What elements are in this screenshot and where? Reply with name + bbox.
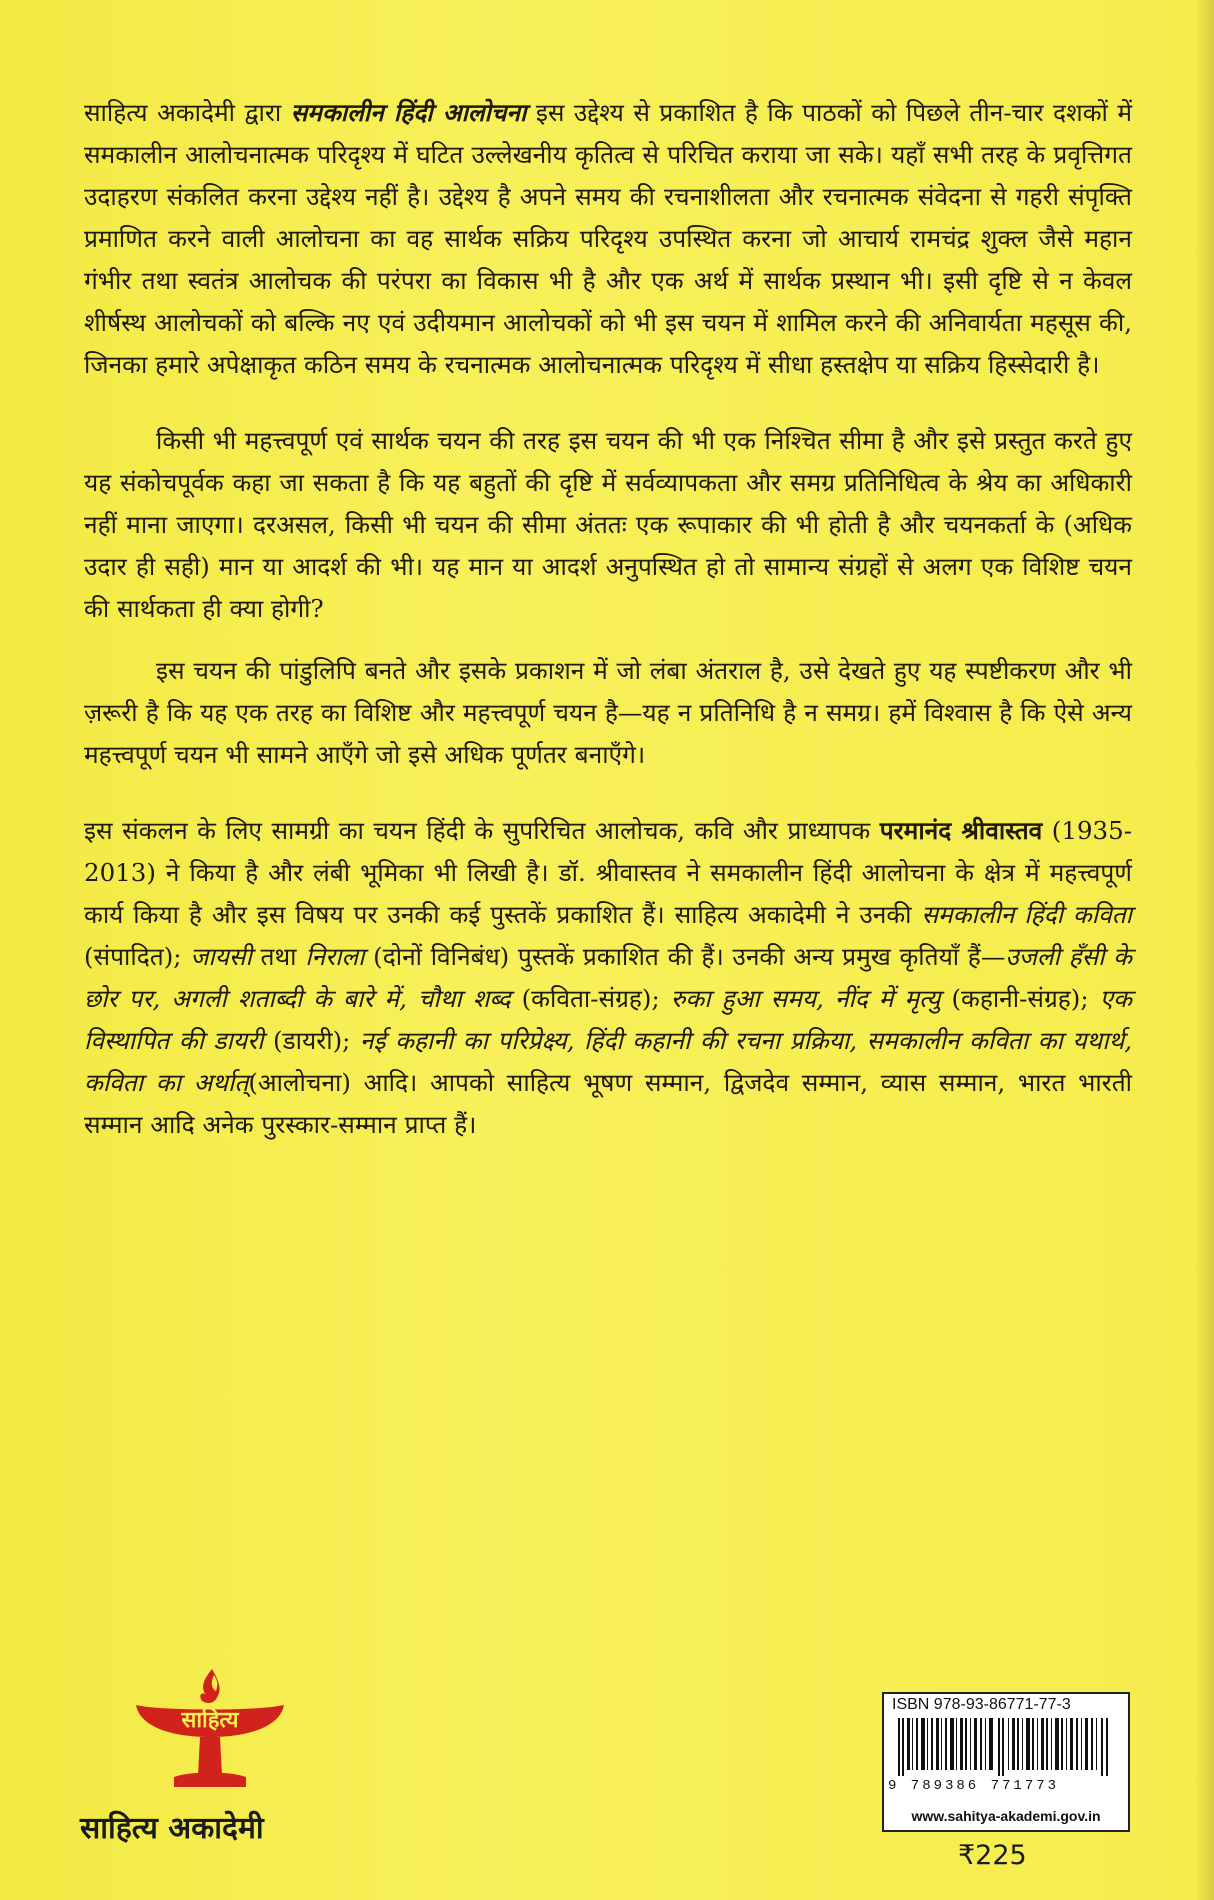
- isbn-label: ISBN 978-93-86771-77-3: [892, 1696, 1071, 1713]
- work-title: उजली हँसी के छोर पर, अगली शताब्दी के बारे में, चौथा शब्द: [84, 942, 1132, 1013]
- paragraph-intro: [84, 92, 1132, 386]
- editor-name: परमानंद श्रीवास्तव: [879, 816, 1043, 845]
- paragraph-clarification: इस चयन की पांडुलिपि बनते और इसके प्रकाशन में जो लंबा अंतराल है, उसे देखते हुए यह स्पष्टीकरण और भी ज़रूरी है कि यह एक तरह का विशिष्ट और महत्त्वपूर्ण चयन है—यह न प्रतिनिधि है न समग्र। हमें विश्वास है कि ऐसे अन्य महत्त्वपूर्ण चयन भी सामने आएँगे जो इसे अधिक पूर्णतर बनाएँगे।: [84, 656, 1132, 769]
- bio-text-9: (दोनों विनिबंध) पुस्तकें प्रकाशित की हैं। उनकी अन्य प्रमुख कृतियाँ हैं—: [364, 942, 1006, 971]
- bio-text-15: (डायरी);: [263, 1026, 360, 1055]
- cover-edge-shadow: [1194, 0, 1214, 1900]
- bio-text-17: (आलोचना) आदि। आपको साहित्य भूषण सम्मान, द्विजदेव सम्मान, व्यास सम्मान, भारत भारती सम्मान आदि अनेक पुरस्कार-सम्मान प्राप्त हैं।: [84, 1068, 1133, 1139]
- barcode-digits: 9 789386 771773: [888, 1778, 1060, 1794]
- svg-text:साहित्य: साहित्य: [181, 1708, 239, 1733]
- work-title: एक विस्थापित की डायरी: [84, 984, 1132, 1055]
- work-title: जायसी: [190, 942, 252, 971]
- intro-text-a: साहित्य अकादेमी द्वारा: [84, 98, 291, 127]
- publisher-name: साहित्य अकादेमी: [80, 1811, 264, 1846]
- barcode-icon: [898, 1718, 1110, 1776]
- bio-text-3: (1935-2013) ने किया है और लंबी भूमिका भी लिखी है। डॉ. श्रीवास्तव ने समकालीन हिंदी आलोचना के क्षेत्र में महत्त्वपूर्ण कार्य किया है और इस विषय पर उनकी कई पुस्तकें प्रकाशित हैं। साहित्य अकादेमी ने उनकी: [84, 816, 1132, 929]
- bio-text-11: (कविता-संग्रह);: [510, 984, 671, 1013]
- bio-text-5: (संपादित);: [84, 942, 191, 971]
- work-title: रुका हुआ समय, नींद में मृत्यु: [670, 984, 941, 1013]
- work-title: नई कहानी का परिप्रेक्ष्य, हिंदी कहानी की रचना प्रक्रिया, समकालीन कविता का यथार्थ, कविता का अर्थात्: [84, 1026, 1132, 1097]
- work-title: निराला: [305, 942, 365, 971]
- bio-text-7: तथा: [251, 942, 306, 971]
- website-url: www.sahitya-akademi.gov.in: [882, 1802, 1130, 1832]
- book-title-emphasis: समकालीन हिंदी आलोचना: [290, 98, 527, 127]
- work-title: समकालीन हिंदी कविता: [921, 900, 1133, 929]
- bio-text-13: (कहानी-संग्रह);: [940, 984, 1100, 1013]
- paragraph-editor-bio: [84, 810, 1132, 1146]
- blurb-text: [84, 92, 1132, 1166]
- bio-text-1: इस संकलन के लिए सामग्री का चयन हिंदी के सुपरिचित आलोचक, कवि और प्राध्यापक: [84, 816, 880, 845]
- price-label: ₹225: [958, 1840, 1027, 1871]
- intro-text-c: इस उद्देश्य से प्रकाशित है कि पाठकों को पिछले तीन-चार दशकों में समकालीन आलोचनात्मक परिदृश्य में घटित उल्लेखनीय कृतित्व से परिचित कराया जा सके। यहाँ सभी तरह के प्रवृत्तिगत उदाहरण संकलित करना उद्देश्य नहीं है। उद्देश्य है अपने समय की रचनाशीलता और रचनात्मक संवेदना से गहरी संपृक्ति प्रमाणित करने वाली आलोचना का वह सार्थक सक्रिय परिदृश्य उपस्थित करना जो आचार्य रामचंद्र शुक्ल जैसे महान गंभीर तथा स्वतंत्र आलोचक की परंपरा का विकास भी है और एक अर्थ में सार्थक प्रस्थान भी। इसी दृष्टि से न केवल शीर्षस्थ आलोचकों को बल्कि नए एवं उदीयमान आलोचकों को भी इस चयन में शामिल करने की अनिवार्यता महसूस की, जिनका हमारे अपेक्षाकृत कठिन समय के रचनात्मक आलोचनात्मक परिदृश्य में सीधा हस्तक्षेप या सक्रिय हिस्सेदारी है।: [84, 98, 1132, 379]
- paragraph-selection-limit: किसी भी महत्त्वपूर्ण एवं सार्थक चयन की तरह इस चयन की भी एक निश्चित सीमा है और इसे प्रस्तुत करते हुए यह संकोचपूर्वक कहा जा सकता है कि यह बहुतों की दृष्टि में सर्वव्यापकता और समग्र प्रतिनिधित्व के श्रेय का अधिकारी नहीं माना जाएगा। दरअसल, किसी भी चयन की सीमा अंततः एक रूपाकार की भी होती है और चयनकर्ता के (अधिक उदार ही सही) मान या आदर्श की भी। यह मान या आदर्श अनुपस्थित हो तो सामान्य संग्रहों से अलग एक विशिष्ट चयन की सार्थकता ही क्या होगी?: [84, 426, 1132, 623]
- sahitya-akademi-logo-icon: [130, 1665, 290, 1795]
